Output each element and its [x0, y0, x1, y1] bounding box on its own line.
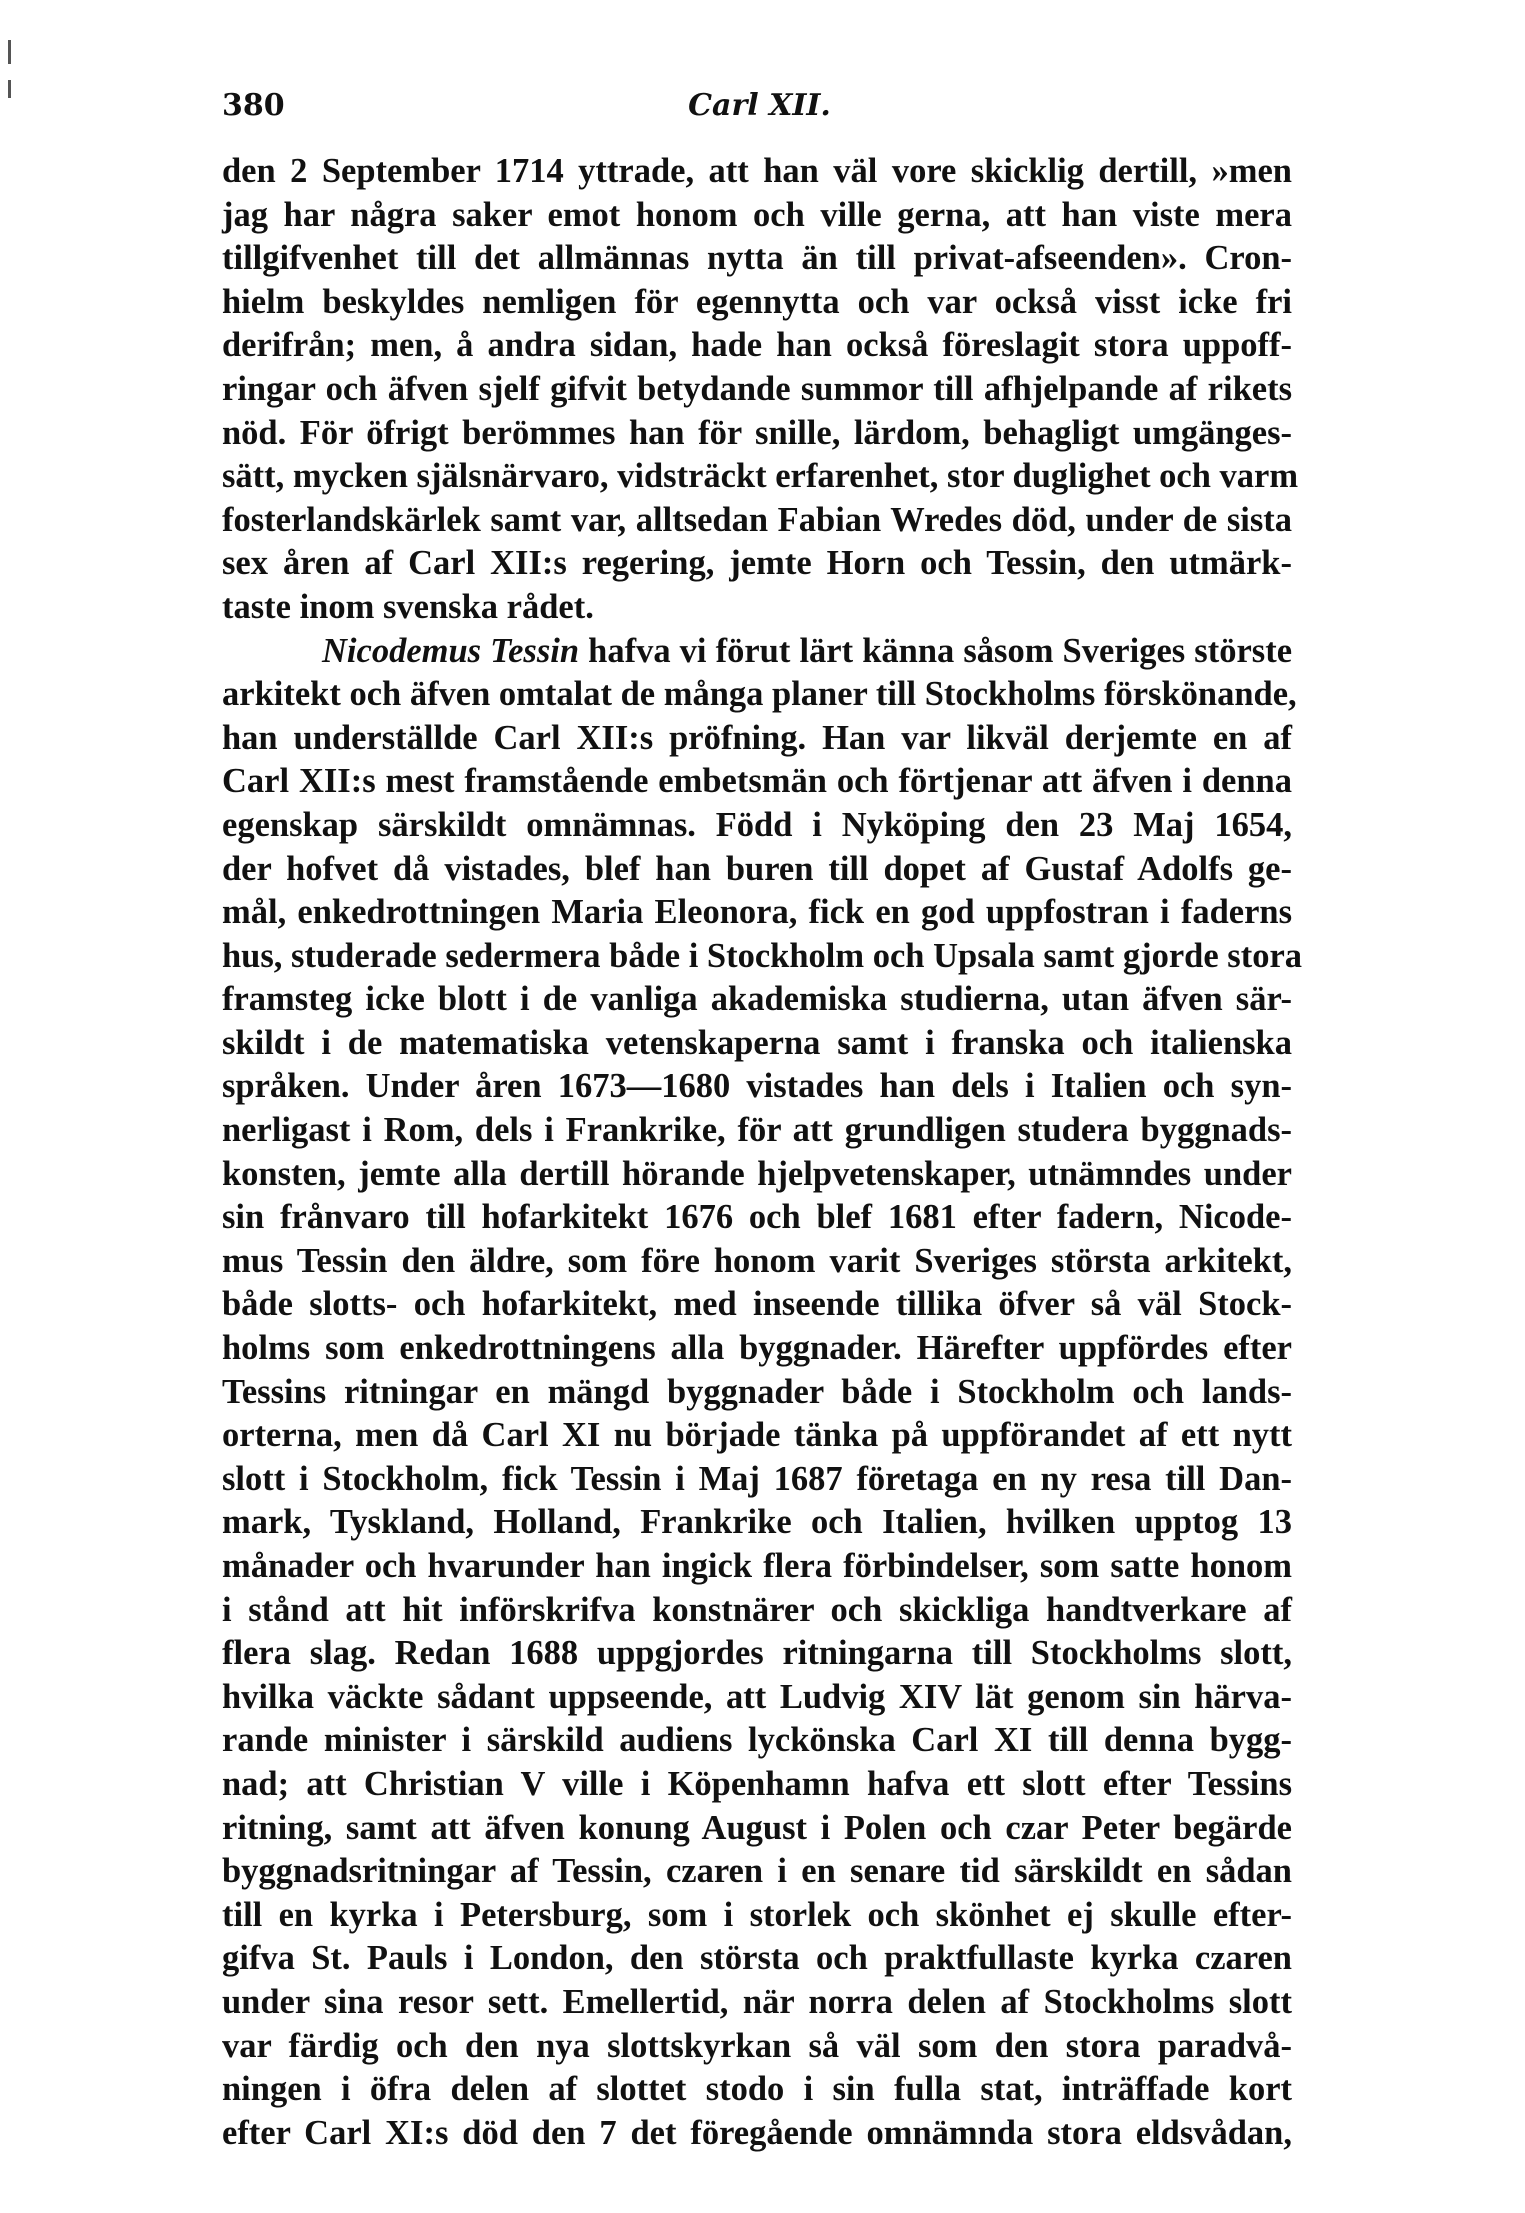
- text-line: Carl XII:s mest framstående embetsmän och förtjenar att äfven i denna: [222, 762, 1292, 801]
- text-line-rest: hafva vi förut lärt känna såsom Sveriges störste: [588, 631, 1293, 670]
- paragraph-1: [222, 150, 1299, 630]
- text-line: sex åren af Carl XII:s regering, jemte Horn och Tessin, den utmärk-: [222, 544, 1292, 583]
- text-line: nad; att Christian V ville i Köpenhamn hafva ett slott efter Tessins: [222, 1764, 1292, 1803]
- text-line: mål, enkedrottningen Maria Eleonora, fick en god uppfostran i faderns: [222, 893, 1292, 932]
- text-line: han underställde Carl XII:s pröfning. Han var likväl derjemte en af: [222, 718, 1292, 757]
- text-line: nerligast i Rom, dels i Frankrike, för att grundligen studera byggnads-: [222, 1111, 1292, 1150]
- body-text: [222, 150, 1303, 2155]
- text-line: derifrån; men, å andra sidan, hade han också föreslagit stora uppoff-: [222, 326, 1292, 365]
- text-line: fosterlandskärlek samt var, alltsedan Fabian Wredes död, under de sista: [222, 500, 1292, 539]
- text-line: ringar och äfven sjelf gifvit betydande summor till afhjelpande af rikets: [222, 369, 1292, 408]
- text-line: hielm beskyldes nemligen för egennytta och var också visst icke fri: [222, 282, 1292, 321]
- text-line: under sina resor sett. Emellertid, när norra delen af Stockholms slott: [222, 1982, 1292, 2021]
- page-header: [222, 88, 1297, 128]
- paragraph-2: [222, 630, 1303, 2156]
- text-line: nöd. För öfrigt berömmes han för snille, lärdom, behagligt umgänges-: [222, 413, 1292, 452]
- text-line: slott i Stockholm, fick Tessin i Maj 1687 företaga en ny resa till Dan-: [222, 1459, 1292, 1498]
- text-line: egenskap särskildt omnämnas. Född i Nyköping den 23 Maj 1654,: [222, 805, 1292, 844]
- text-line: byggnadsritningar af Tessin, czaren i en senare tid särskildt en sådan: [222, 1852, 1292, 1891]
- page-number: 380: [222, 88, 285, 123]
- running-title: Carl XII.: [688, 88, 831, 123]
- text-line: mark, Tyskland, Holland, Frankrike och Italien, hvilken upptog 13: [222, 1503, 1292, 1542]
- text-line: gifva St. Pauls i London, den största och praktfullaste kyrka czaren: [222, 1939, 1292, 1978]
- text-line: tillgifvenhet till det allmännas nytta än till privat-afseenden». Cron-: [222, 239, 1292, 278]
- text-line: mus Tessin den äldre, som före honom varit Sveriges största arkitekt,: [222, 1241, 1292, 1280]
- scan-edge-mark: [8, 80, 11, 98]
- text-line: till en kyrka i Petersburg, som i storlek och skönhet ej skulle efter-: [222, 1895, 1292, 1934]
- person-name-italic: Nicodemus Tessin: [322, 631, 580, 670]
- text-line: arkitekt och äfven omtalat de många planer till Stockholms förskönande,: [222, 675, 1297, 714]
- text-line: Tessins ritningar en mängd byggnader både i Stockholm och lands-: [222, 1372, 1292, 1411]
- text-line: konsten, jemte alla dertill hörande hjelpvetenskaper, utnämndes under: [222, 1154, 1292, 1193]
- text-line: var färdig och den nya slottskyrkan så väl som den stora paradvå-: [222, 2026, 1292, 2065]
- text-line: orterna, men då Carl XI nu började tänka på uppförandet af ett nytt: [222, 1416, 1292, 1455]
- text-line: månader och hvarunder han ingick flera förbindelser, som satte honom: [222, 1547, 1292, 1585]
- text-line: framsteg icke blott i de vanliga akademiska studierna, utan äfven sär-: [222, 980, 1292, 1019]
- text-line: der hofvet då vistades, blef han buren till dopet af Gustaf Adolfs ge-: [222, 849, 1292, 888]
- text-line: ningen i öfra delen af slottet stodo i sin fulla stat, inträffade kort: [222, 2070, 1292, 2109]
- text-line: efter Carl XI:s död den 7 det föregående omnämnda stora eldsvådan,: [222, 2113, 1292, 2152]
- text-line: sin frånvaro till hofarkitekt 1676 och blef 1681 efter fadern, Nicode-: [222, 1198, 1292, 1237]
- text-line: sätt, mycken själsnärvaro, vidsträckt erfarenhet, stor duglighet och varm: [222, 457, 1299, 496]
- text-line: i stånd att hit införskrifva konstnärer och skickliga handtverkare af: [222, 1590, 1292, 1629]
- text-line: [222, 630, 1292, 674]
- text-line: den 2 September 1714 yttrade, att han väl vore skicklig dertill, »men: [222, 152, 1292, 190]
- text-line: taste inom svenska rådet.: [222, 587, 594, 626]
- text-line: jag har några saker emot honom och ville gerna, att han viste mera: [222, 195, 1292, 234]
- text-line: ritning, samt att äfven konung August i Polen och czar Peter begärde: [222, 1808, 1292, 1847]
- text-line: skildt i de matematiska vetenskaperna samt i franska och italienska: [222, 1023, 1292, 1062]
- text-line: både slotts- och hofarkitekt, med inseende tillika öfver så väl Stock-: [222, 1285, 1292, 1324]
- text-line: hus, studerade sedermera både i Stockholm och Upsala samt gjorde stora: [222, 936, 1303, 975]
- text-line: holms som enkedrottningens alla byggnader. Härefter uppfördes efter: [222, 1329, 1292, 1368]
- text-line: rande minister i särskild audiens lyckönska Carl XI till denna bygg-: [222, 1721, 1292, 1760]
- text-line: flera slag. Redan 1688 uppgjordes ritningarna till Stockholms slott,: [222, 1634, 1292, 1673]
- text-line: språken. Under åren 1673—1680 vistades han dels i Italien och syn-: [222, 1067, 1292, 1106]
- text-line: hvilka väckte sådant uppseende, att Ludvig XIV lät genom sin härva-: [222, 1677, 1292, 1716]
- scan-edge-mark: [8, 40, 11, 64]
